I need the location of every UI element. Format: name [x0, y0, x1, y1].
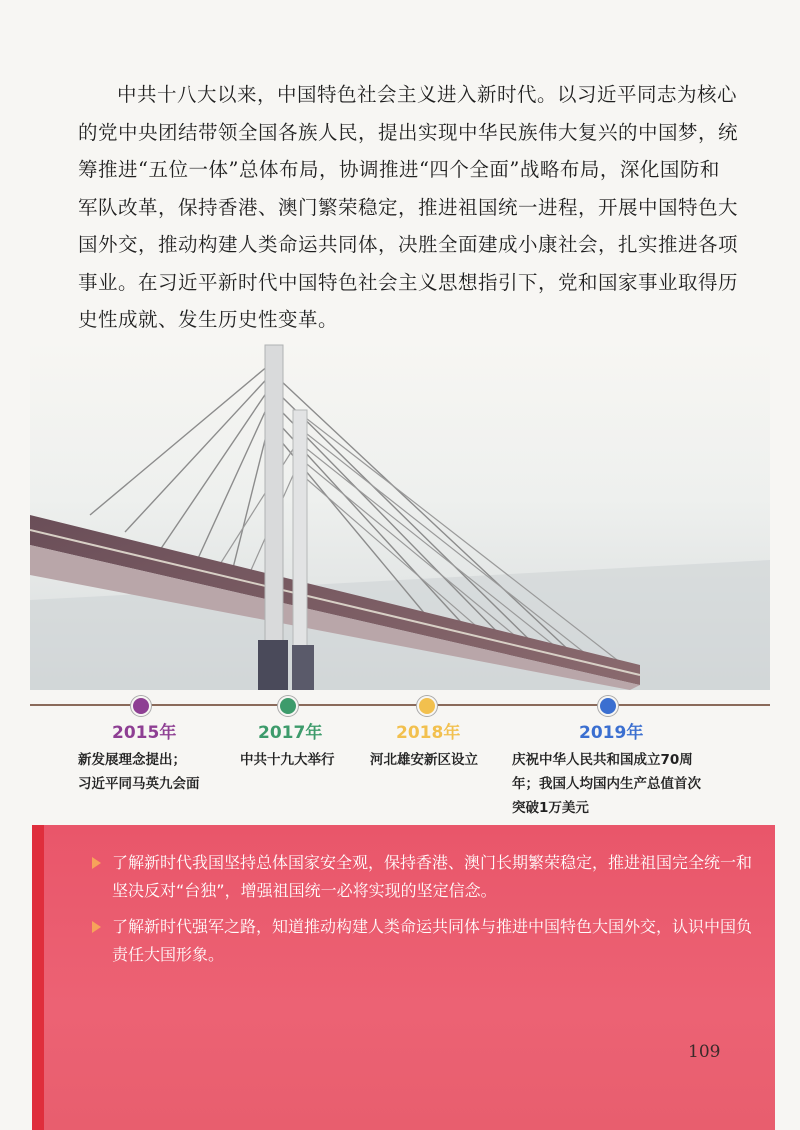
- timeline-dot-2015: [131, 696, 151, 716]
- timeline-desc-line: 庆祝中华人民共和国成立70周: [512, 752, 693, 768]
- learning-goal-item: [112, 913, 762, 969]
- timeline-desc-2017: [240, 748, 370, 772]
- timeline-year-2018: 2018年: [396, 723, 461, 743]
- learning-goal-item: [112, 849, 762, 905]
- timeline-desc-2019: [512, 748, 732, 820]
- timeline-year-2019: 2019年: [579, 723, 644, 743]
- panel-edge: [32, 825, 44, 1130]
- timeline-desc-line: 中共十九大举行: [240, 752, 335, 768]
- timeline-desc-line: 习近平同马英九会面: [78, 776, 200, 792]
- timeline-desc-2015: [78, 748, 228, 796]
- timeline-dot-2019: [598, 696, 618, 716]
- triangle-bullet-icon: [92, 857, 101, 869]
- timeline-desc-line: 新发展理念提出；: [78, 752, 186, 768]
- learning-goal-text: 了解新时代强军之路，知道推动构建人类命运共同体与推进中国特色大国外交，认识中国负责任大国形象。: [112, 917, 753, 964]
- timeline-desc-line: 年；我国人均国内生产总值首次: [512, 776, 701, 792]
- triangle-bullet-icon: [92, 921, 101, 933]
- bridge-photo: [30, 340, 770, 690]
- timeline-year-2015: 2015年: [112, 723, 177, 743]
- timeline-dot-2017: [278, 696, 298, 716]
- timeline-desc-2018: [370, 748, 510, 772]
- learning-goals-panel: [32, 825, 775, 1130]
- timeline-dot-2018: [417, 696, 437, 716]
- timeline-desc-line: 突破1万美元: [512, 800, 589, 816]
- timeline-year-2017: 2017年: [258, 723, 323, 743]
- learning-goal-text: 了解新时代我国坚持总体国家安全观，保持香港、澳门长期繁荣稳定，推进祖国完全统一和坚决反对“台独”，增强祖国统一必将实现的坚定信念。: [112, 853, 753, 900]
- timeline-desc-line: 河北雄安新区设立: [370, 752, 478, 768]
- page-number: 109: [688, 1042, 721, 1062]
- intro-paragraph: 中共十八大以来，中国特色社会主义进入新时代。以习近平同志为核心的党中央团结带领全国各族人民，提出实现中华民族伟大复兴的中国梦，统筹推进“五位一体”总体布局，协调推进“四个全面”战略布局，深化国防和军队改革，保持香港、澳门繁荣稳定，推进祖国统一进程，开展中国特色大国外交，推动构建人类命运共同体，决胜全面建成小康社会，扎实推进各项事业。在习近平新时代中国特色社会主义思想指引下，党和国家事业取得历史性成就、发生历史性变革。: [78, 83, 739, 331]
